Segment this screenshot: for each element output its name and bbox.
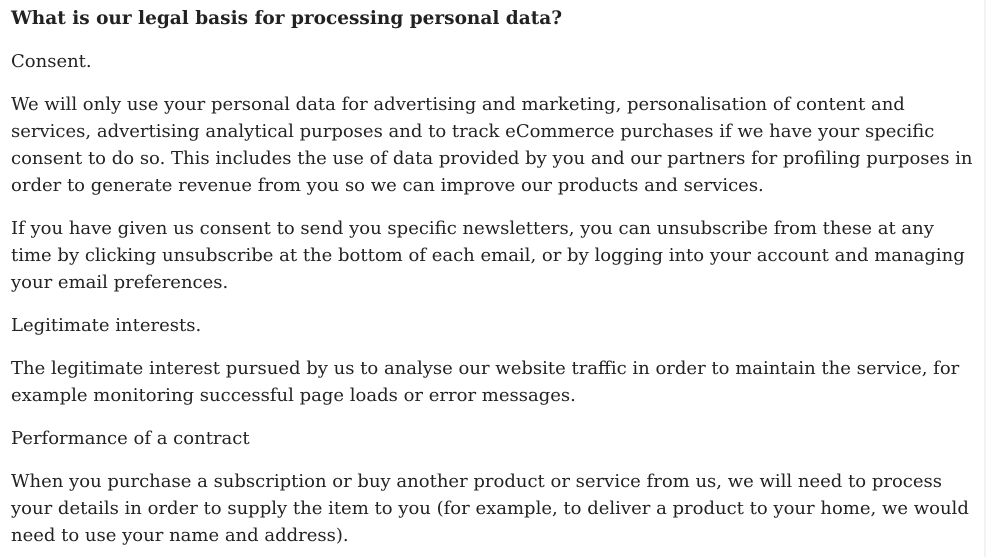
paragraph-legitimate-interests-details: The legitimate interest pursued by us to analyse our website traffic in order to maintain the service, for example monitoring successful page loads or error messages. — [11, 358, 960, 406]
paragraph-legitimate-interests-title: Legitimate interests. — [11, 315, 202, 336]
section-heading: What is our legal basis for processing personal data? — [11, 8, 563, 29]
paragraph-contract-title: Performance of a contract — [11, 428, 250, 449]
paragraph-consent-title: Consent. — [11, 51, 92, 72]
privacy-section — [11, 0, 979, 549]
paragraph-newsletter-unsubscribe: If you have given us consent to send you specific newsletters, you can unsubscribe from these at any time by clicking unsubscribe at the bottom of each email, or by logging into your account and managing your email preferences. — [11, 218, 965, 293]
paragraph-contract-details: When you purchase a subscription or buy another product or service from us, we will need to process your details in order to supply the item to you (for example, to deliver a product to your home, we would need to use your name and address). — [11, 471, 969, 546]
paragraph-consent-details: We will only use your personal data for advertising and marketing, personalisation of content and services, advertising analytical purposes and to track eCommerce purchases if we have your specific consent to do so. This includes the use of data provided by you and our partners for profiling purposes in order to generate revenue from you so we can improve our products and services. — [11, 94, 973, 196]
